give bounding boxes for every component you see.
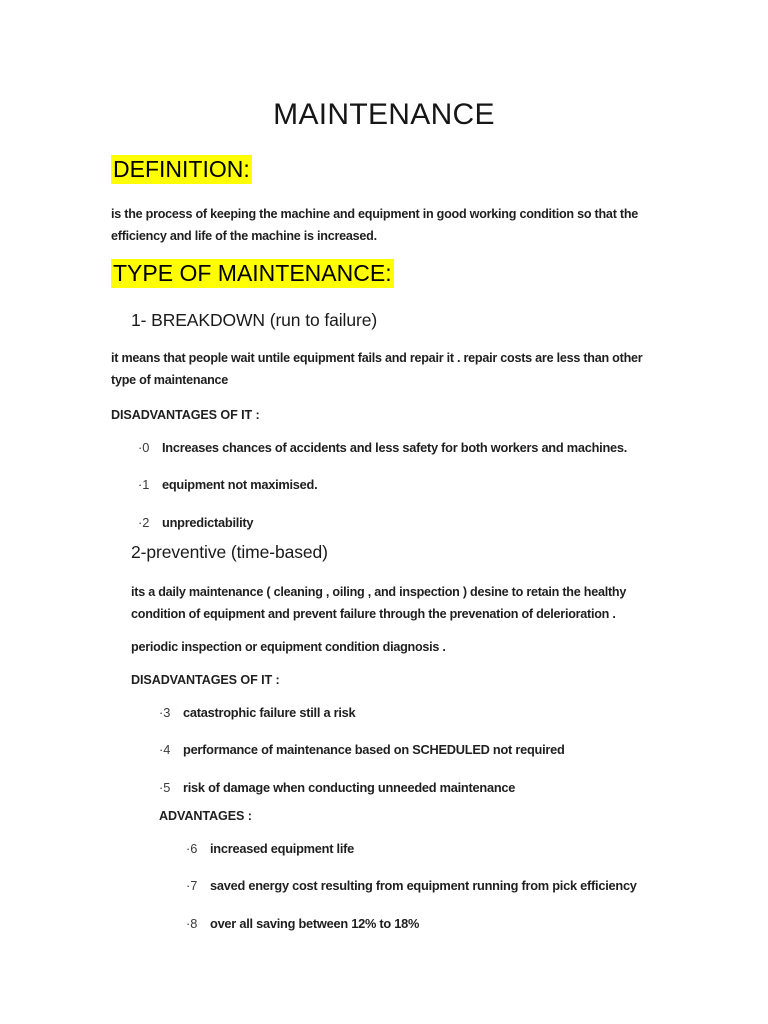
list-marker: ·8 [186, 915, 198, 931]
definition-paragraph-block [111, 203, 646, 247]
page-title: MAINTENANCE [273, 98, 495, 131]
breakdown-paragraph-block [111, 347, 651, 391]
list-marker: ·4 [159, 742, 171, 758]
list-marker: ·6 [186, 841, 198, 856]
list-item-text: performance of maintenance based on SCHEDULED not required [183, 742, 565, 758]
breakdown-disadvantages-label: DISADVANTAGES OF IT : [111, 408, 260, 422]
list-item-text: unpredictability [162, 514, 254, 530]
list-item [186, 876, 656, 896]
types-heading [111, 260, 394, 288]
list-item-text: Increases chances of accidents and less safety for both workers and machines. [162, 440, 628, 455]
breakdown-paragraph: it means that people wait untile equipment fails and repair it . repair costs are less than other type of maintenance [111, 351, 643, 388]
list-item-text: increased equipment life [210, 841, 355, 856]
list-item-text: over all saving between 12% to 18% [210, 915, 420, 931]
list-marker: ·5 [159, 779, 171, 795]
list-item [159, 778, 649, 798]
list-item-text: catastrophic failure still a risk [183, 705, 356, 720]
list-item-text: equipment not maximised. [162, 477, 318, 493]
preventive-disadvantages-label: DISADVANTAGES OF IT : [131, 673, 280, 687]
preventive-advantages-label: ADVANTAGES : [159, 809, 252, 823]
preventive-disadvantages-label-block [131, 670, 280, 690]
breakdown-disadvantages-label-block [111, 405, 260, 425]
preventive-paragraph-1: its a daily maintenance ( cleaning , oiling , and inspection ) desine to retain the healthy condition of equipment and prevent failure through the prevenation of delerioration . [131, 585, 627, 622]
definition-heading [111, 156, 252, 184]
definition-heading-text: DEFINITION: [113, 156, 250, 182]
list-item [138, 475, 648, 495]
list-item [138, 438, 648, 458]
preventive-advantages-label-block [159, 806, 252, 826]
preventive-disadvantages-list [159, 703, 649, 798]
list-item [138, 513, 648, 533]
preventive-paragraph-2: periodic inspection or equipment condition diagnosis . [131, 640, 446, 654]
breakdown-heading: 1- BREAKDOWN (run to failure) [131, 310, 378, 330]
breakdown-disadvantages-list [138, 438, 648, 533]
types-heading-text: TYPE OF MAINTENANCE: [113, 260, 392, 286]
list-item-text: saved energy cost resulting from equipment running from pick efficiency [210, 878, 637, 894]
preventive-heading-block [131, 541, 328, 564]
list-item-text: risk of damage when conducting unneeded maintenance [183, 779, 516, 795]
list-item [159, 703, 649, 723]
preventive-advantages-list [186, 839, 656, 934]
breakdown-heading-block [131, 309, 377, 332]
list-marker: ·2 [138, 514, 150, 530]
list-marker: ·7 [186, 878, 198, 894]
definition-paragraph: is the process of keeping the machine and equipment in good working condition so that the efficiency and life of the machine is increased. [111, 207, 639, 244]
list-marker: ·1 [138, 477, 150, 493]
preventive-paragraph-2-block [131, 636, 631, 658]
list-item [159, 740, 649, 760]
list-marker: ·3 [159, 705, 171, 720]
list-item [186, 839, 656, 859]
list-marker: ·0 [138, 440, 150, 455]
preventive-heading: 2-preventive (time-based) [131, 542, 328, 562]
list-item [186, 914, 656, 934]
preventive-paragraph-1-block [131, 581, 631, 625]
